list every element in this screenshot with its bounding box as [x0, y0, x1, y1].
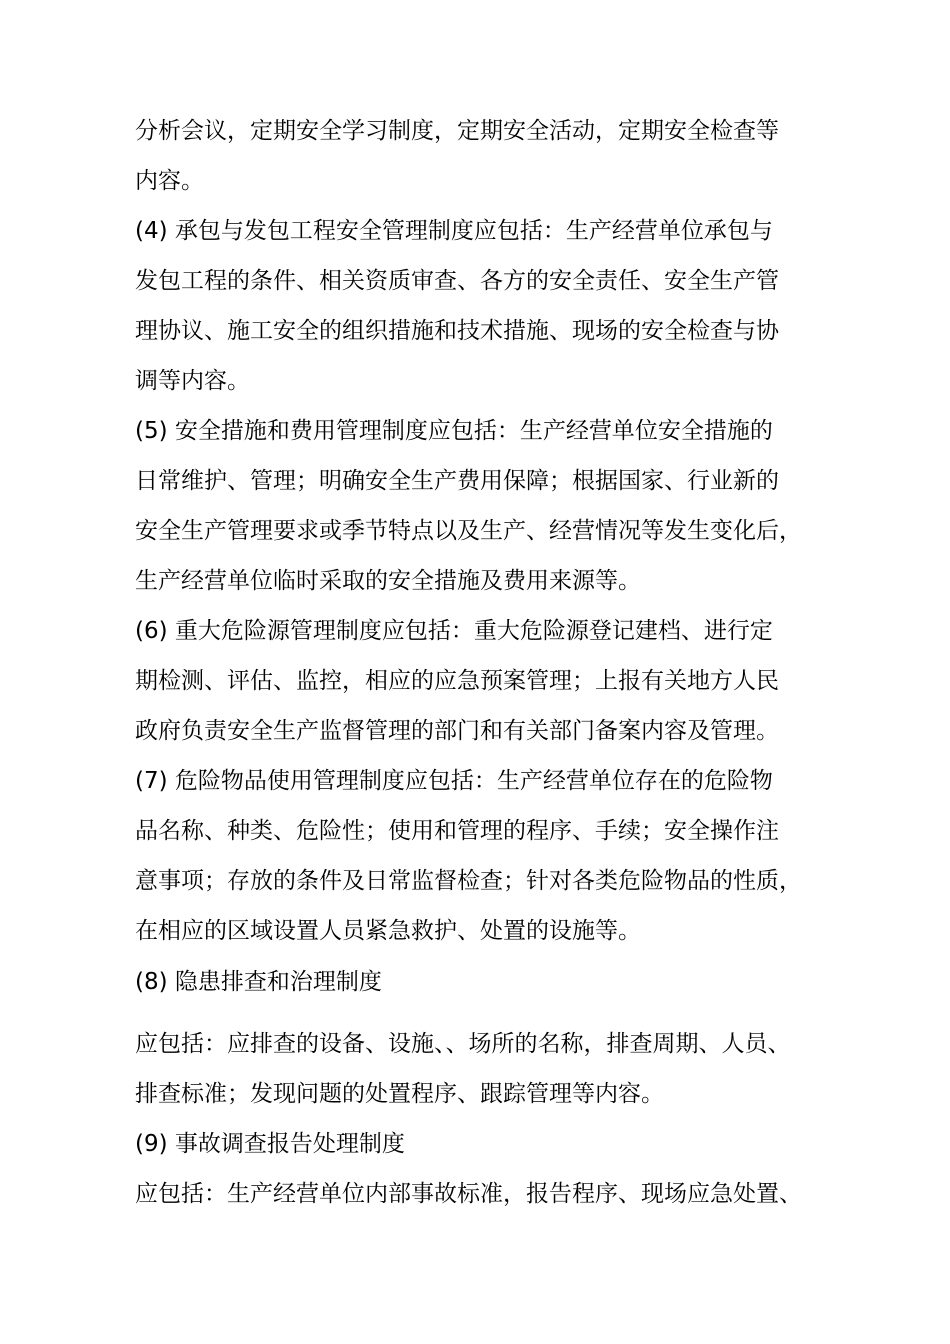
text-line: 应包括：应排查的设备、设施、、场所的名称，排查周期、人员、: [135, 1031, 791, 1057]
section-9-heading: (9) 事故调查报告处理制度: [135, 1131, 405, 1157]
text-line: 应包括：生产经营单位内部事故标准，报告程序、现场应急处置、: [135, 1181, 802, 1207]
text-line: 生产经营单位临时采取的安全措施及费用来源等。: [135, 568, 641, 594]
text-line: 排查标准；发现问题的处置程序、跟踪管理等内容。: [135, 1081, 664, 1107]
section-8-heading: (8) 隐患排查和治理制度: [135, 969, 382, 995]
text-line: 内容。: [135, 168, 204, 194]
text-line: 意事项；存放的条件及日常监督检查；针对各类危险物品的性质，: [135, 868, 802, 894]
text-line: 政府负责安全生产监督管理的部门和有关部门备案内容及管理。: [135, 718, 779, 744]
text-line: 期检测、评估、监控，相应的应急预案管理；上报有关地方人民: [135, 668, 779, 694]
text-line: 分析会议，定期安全学习制度，定期安全活动，定期安全检查等: [135, 118, 779, 144]
section-5-heading-line: (5) 安全措施和费用管理制度应包括：生产经营单位安全措施的: [135, 418, 773, 444]
text-line: 调等内容。: [135, 368, 250, 394]
text-line: 发包工程的条件、相关资质审查、各方的安全责任、安全生产管: [135, 268, 779, 294]
text-line: 在相应的区域设置人员紧急救护、处置的设施等。: [135, 918, 641, 944]
text-line: 理协议、施工安全的组织措施和技术措施、现场的安全检查与协: [135, 318, 779, 344]
section-7-heading-line: (7) 危险物品使用管理制度应包括：生产经营单位存在的危险物: [135, 768, 773, 794]
text-line: 安全生产管理要求或季节特点以及生产、经营情况等发生变化后，: [135, 518, 802, 544]
section-4-heading-line: (4) 承包与发包工程安全管理制度应包括：生产经营单位承包与: [135, 218, 773, 244]
text-line: 日常维护、管理；明确安全生产费用保障；根据国家、行业新的: [135, 468, 779, 494]
section-6-heading-line: (6) 重大危险源管理制度应包括：重大危险源登记建档、进行定: [135, 618, 773, 644]
text-line: 品名称、种类、危险性；使用和管理的程序、手续；安全操作注: [135, 818, 779, 844]
